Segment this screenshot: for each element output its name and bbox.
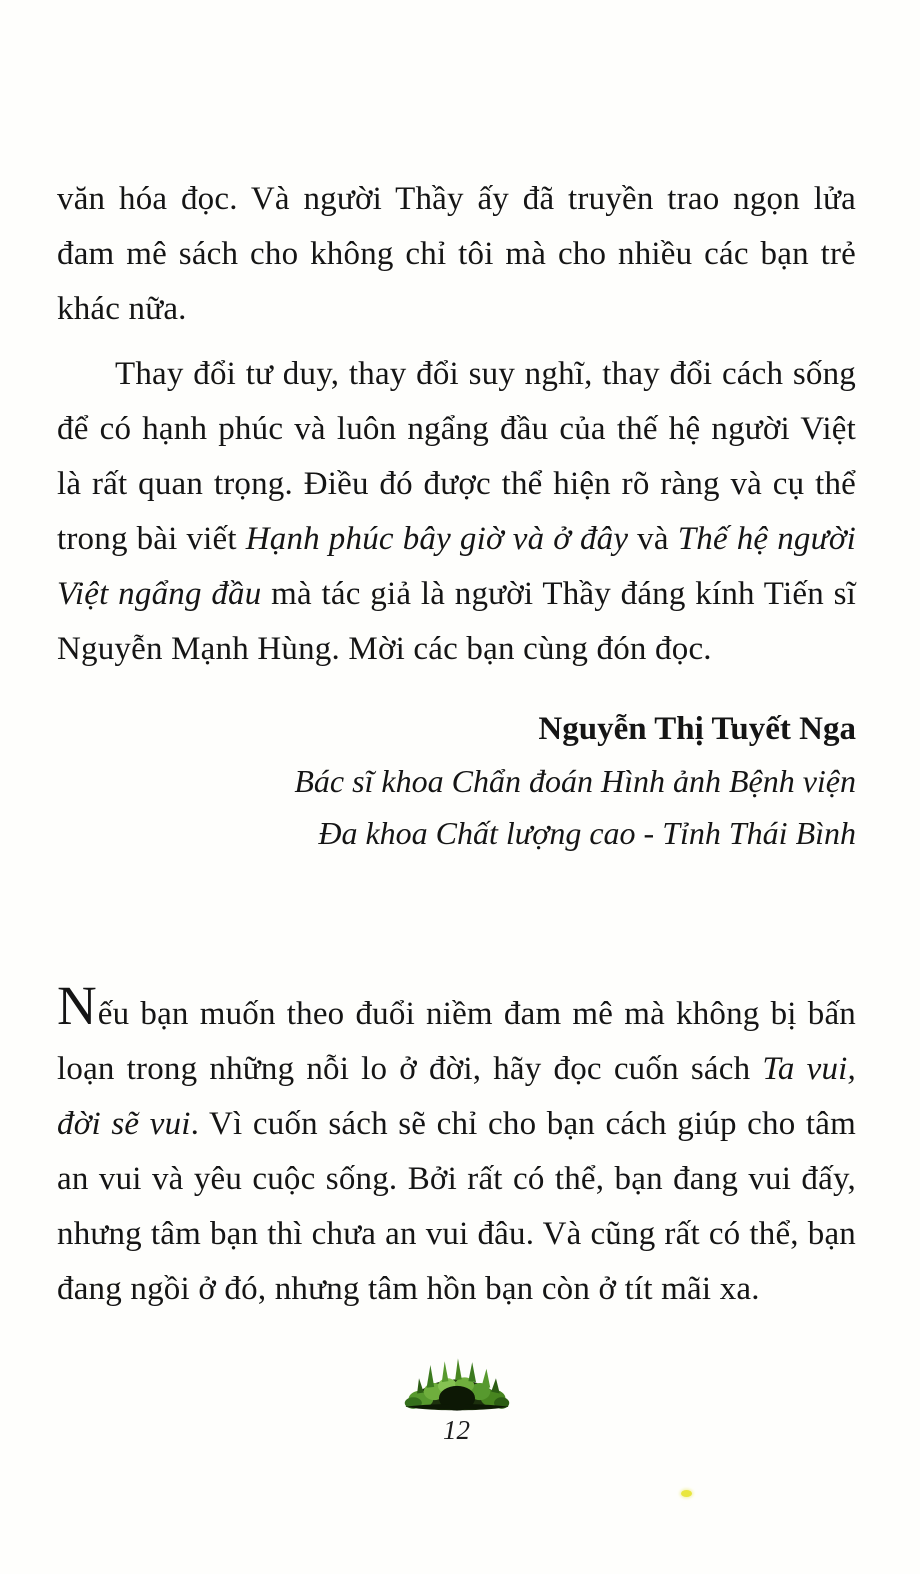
drop-cap-initial: N <box>57 975 98 1036</box>
paragraph-opening: văn hóa đọc. Và người Thầy ấy đã truyền trao ngọn lửa đam mê sách cho không chỉ tôi mà cho nhiều các bạn trẻ khác nữa. <box>57 181 856 327</box>
essay-title-hanh-phuc: Hạnh phúc bây giờ và ở đây <box>245 521 629 557</box>
paragraph-thay-doi <box>57 347 856 677</box>
paragraph-neu-ban <box>57 975 856 1317</box>
essay-title-the-he: Thế hệ người Việt ngẩng đầu <box>57 521 857 612</box>
paragraph-2-text-1: Thay đổi tư duy, thay đổi suy nghĩ, thay đổi cách sống để có hạnh phúc và luôn ngẩng đầu của thế hệ người Việt là rất quan trọng. Điều đó được thể hiện rõ ràng và cụ thể trong bài viết <box>57 356 856 557</box>
yellow-speck <box>681 1490 692 1497</box>
author-role-line-2: Đa khoa Chất lượng cao - Tỉnh Thái Bình <box>318 815 856 851</box>
page-number: 12 <box>443 1415 470 1445</box>
page-footer <box>57 1355 856 1445</box>
book-title-ta-vui: Ta vui, đời sẽ vui <box>57 1051 856 1142</box>
paragraph-3-text-2: . Vì cuốn sách sẽ chỉ cho bạn cách giúp cho tâm an vui và yêu cuộc sống. Bởi rất có thể, bạn đang vui đấy, nhưng tâm bạn thì chưa an vui đâu. Và cũng rất có thể, bạn đang ngồi ở đó, nhưng tâm hồn bạn còn ở tít mãi xa. <box>57 1106 856 1307</box>
grass-clump-icon <box>400 1355 514 1413</box>
paragraph-2-text-2: và <box>628 521 678 557</box>
paragraph-2-text-3: mà tác giả là người Thầy đáng kính Tiến sĩ Nguyễn Mạnh Hùng. Mời các bạn cùng đón đọc. <box>57 576 856 667</box>
author-name: Nguyễn Thị Tuyết Nga <box>538 711 856 747</box>
signature-block <box>57 703 856 859</box>
paragraph-3-text-1: ếu bạn muốn theo đuổi niềm đam mê mà không bị bấn loạn trong những nỗi lo ở đời, hãy đọc cuốn sách <box>57 996 856 1087</box>
author-role-line-1: Bác sĩ khoa Chẩn đoán Hình ảnh Bệnh viện <box>294 763 856 799</box>
